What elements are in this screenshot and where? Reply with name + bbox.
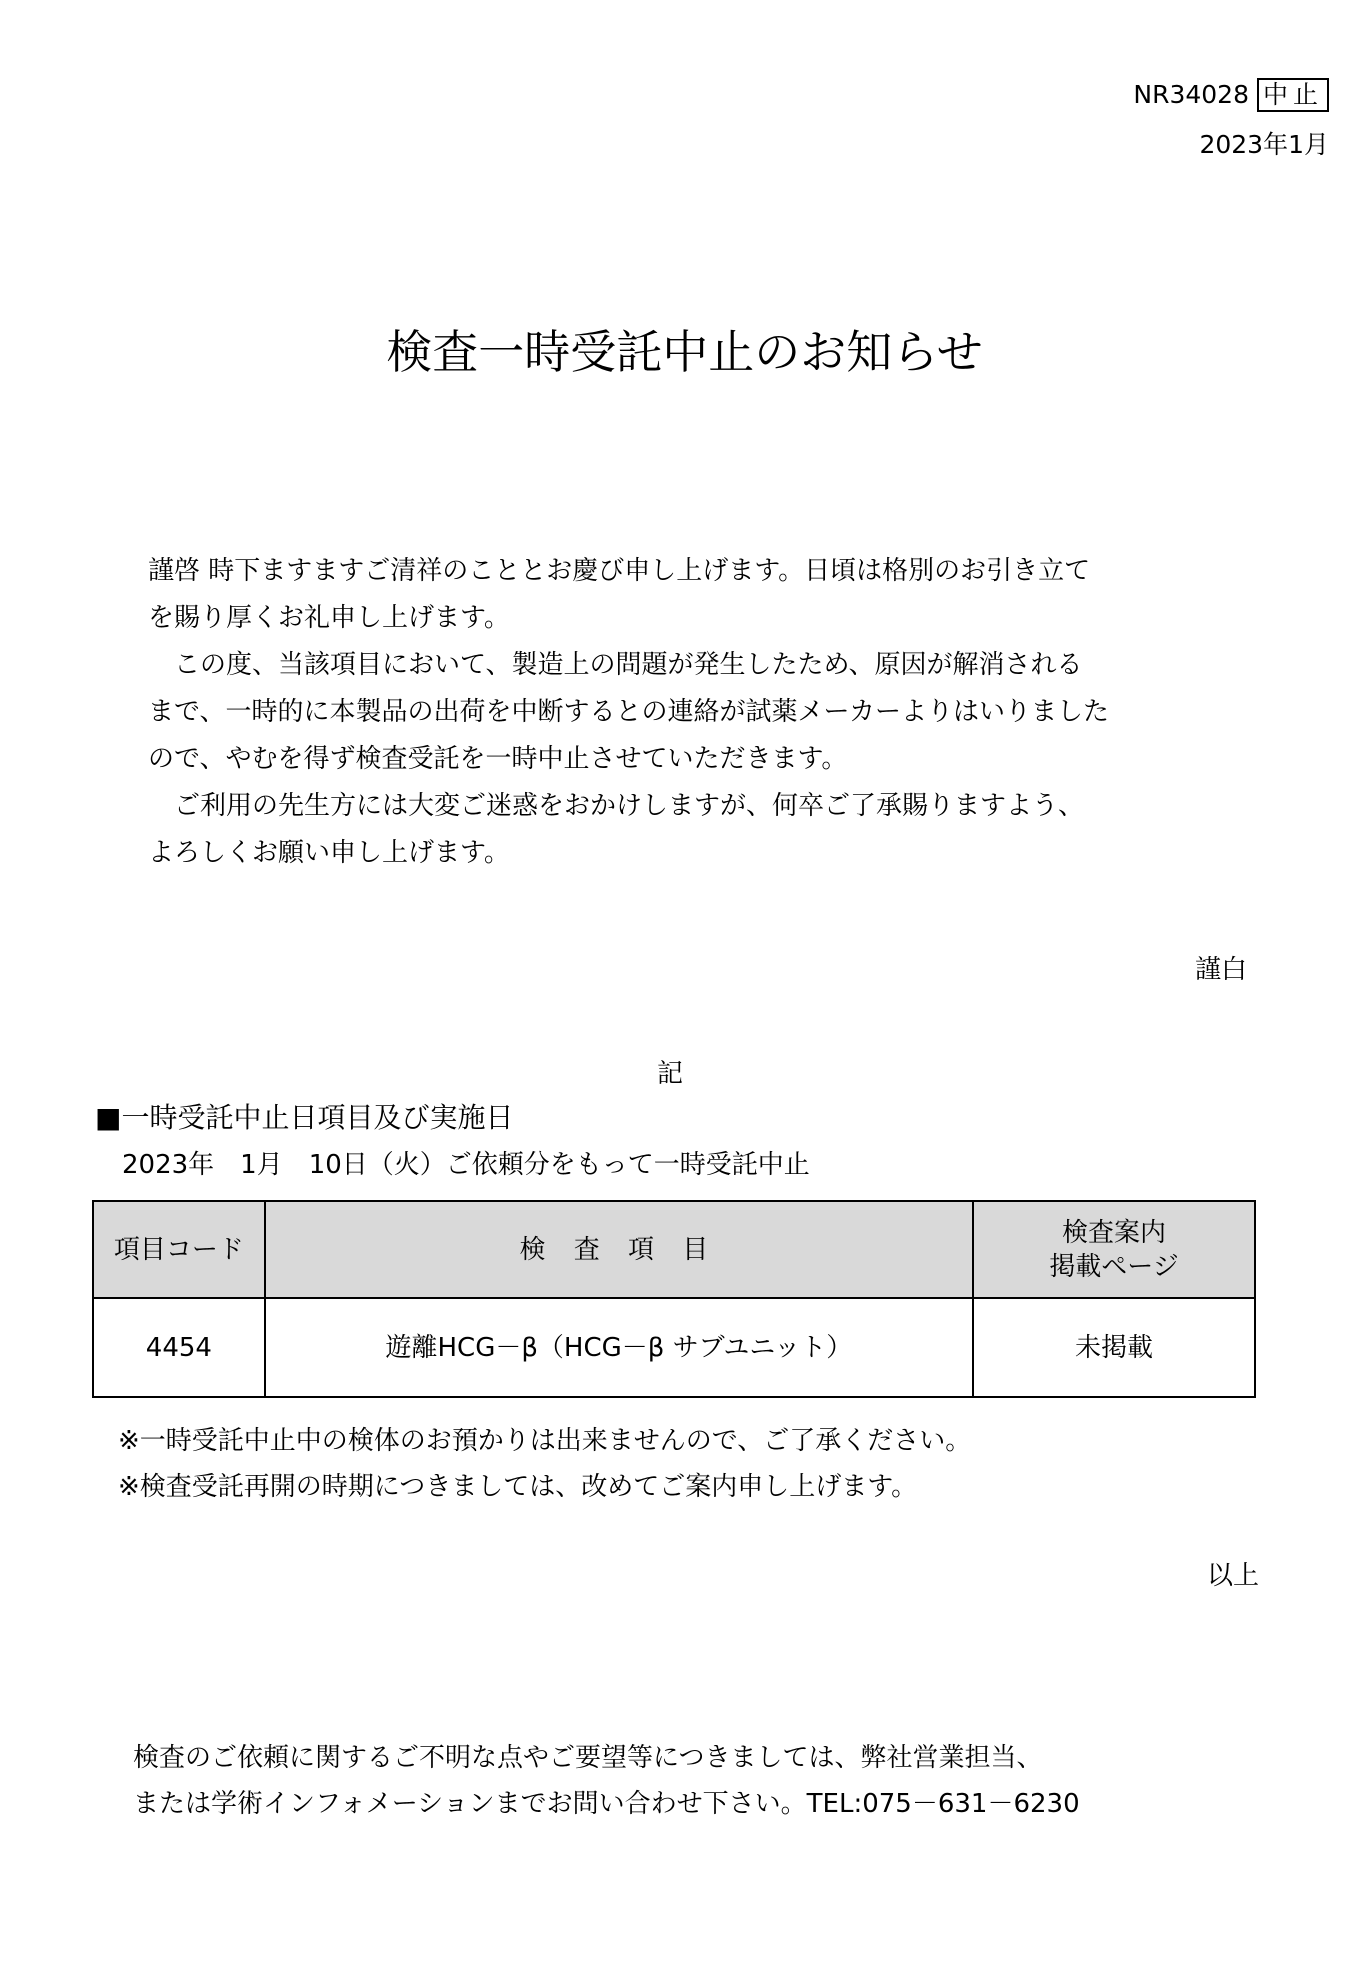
table-row bbox=[93, 1298, 1255, 1397]
contact-line-2: または学術インフォメーションまでお問い合わせ下さい。TEL:075－631－6230 bbox=[133, 1789, 1080, 1819]
note-line: ※一時受託中止中の検体のお預かりは出来ませんので、ご了承ください。 bbox=[118, 1426, 972, 1456]
document-code: NR34028 bbox=[1133, 80, 1249, 109]
cell-code: 4454 bbox=[93, 1298, 265, 1397]
body-line: よろしくお願い申し上げます。 bbox=[148, 838, 510, 868]
ijou-marker: 以上 bbox=[1206, 1561, 1259, 1591]
closing-word: 謹白 bbox=[1194, 955, 1247, 985]
document-date: 2023年1月 bbox=[1199, 130, 1329, 159]
body-line: ので、やむを得ず検査受託を一時中止させていただきます。 bbox=[148, 744, 848, 774]
note-line: ※検査受託再開の時期につきましては、改めてご案内申し上げます。 bbox=[118, 1472, 918, 1502]
cell-page: 未掲載 bbox=[973, 1298, 1255, 1397]
column-header-page-line2: 掲載ページ bbox=[1049, 1251, 1179, 1282]
section-heading: ■一時受託中止日項目及び実施日 bbox=[95, 1101, 514, 1134]
page-title: 検査一時受託中止のお知らせ bbox=[386, 325, 983, 379]
body-paragraph-1 bbox=[148, 548, 1228, 642]
status-badge: 中止 bbox=[1257, 78, 1329, 112]
contact-info bbox=[133, 1735, 1080, 1827]
suspension-date-line: 2023年 1月 10日（火）ご依頼分をもって一時受託中止 bbox=[122, 1150, 810, 1180]
column-header-page bbox=[973, 1201, 1255, 1298]
contact-line-1: 検査のご依頼に関するご不明な点やご要望等につきましては、弊社営業担当、 bbox=[133, 1743, 1043, 1773]
notes bbox=[118, 1418, 971, 1510]
body-paragraph-3 bbox=[148, 783, 1228, 877]
ki-marker: 記 bbox=[656, 1059, 683, 1089]
body-paragraph-2 bbox=[148, 642, 1228, 783]
body-line: この度、当該項目において、製造上の問題が発生したため、原因が解消される bbox=[148, 650, 1083, 680]
body-line: 謹啓 時下ますますご清祥のこととお慶び申し上げます。日頃は格別のお引き立て bbox=[148, 556, 1091, 586]
cell-name: 遊離HCG－β（HCG－β サブユニット） bbox=[265, 1298, 973, 1397]
column-header-name: 検 査 項 目 bbox=[265, 1201, 973, 1298]
body-line: ご利用の先生方には大変ご迷惑をおかけしますが、何卒ご了承賜りますよう、 bbox=[148, 791, 1085, 821]
body-line: を賜り厚くお礼申し上げます。 bbox=[148, 603, 510, 633]
test-item-table bbox=[92, 1200, 1256, 1398]
table-header-row bbox=[93, 1201, 1255, 1298]
column-header-page-line1: 検査案内 bbox=[1062, 1217, 1167, 1248]
document-header bbox=[929, 78, 1329, 112]
body-line: まで、一時的に本製品の出荷を中断するとの連絡が試薬メーカーよりはいりました bbox=[148, 697, 1109, 727]
column-header-code: 項目コード bbox=[93, 1201, 265, 1298]
